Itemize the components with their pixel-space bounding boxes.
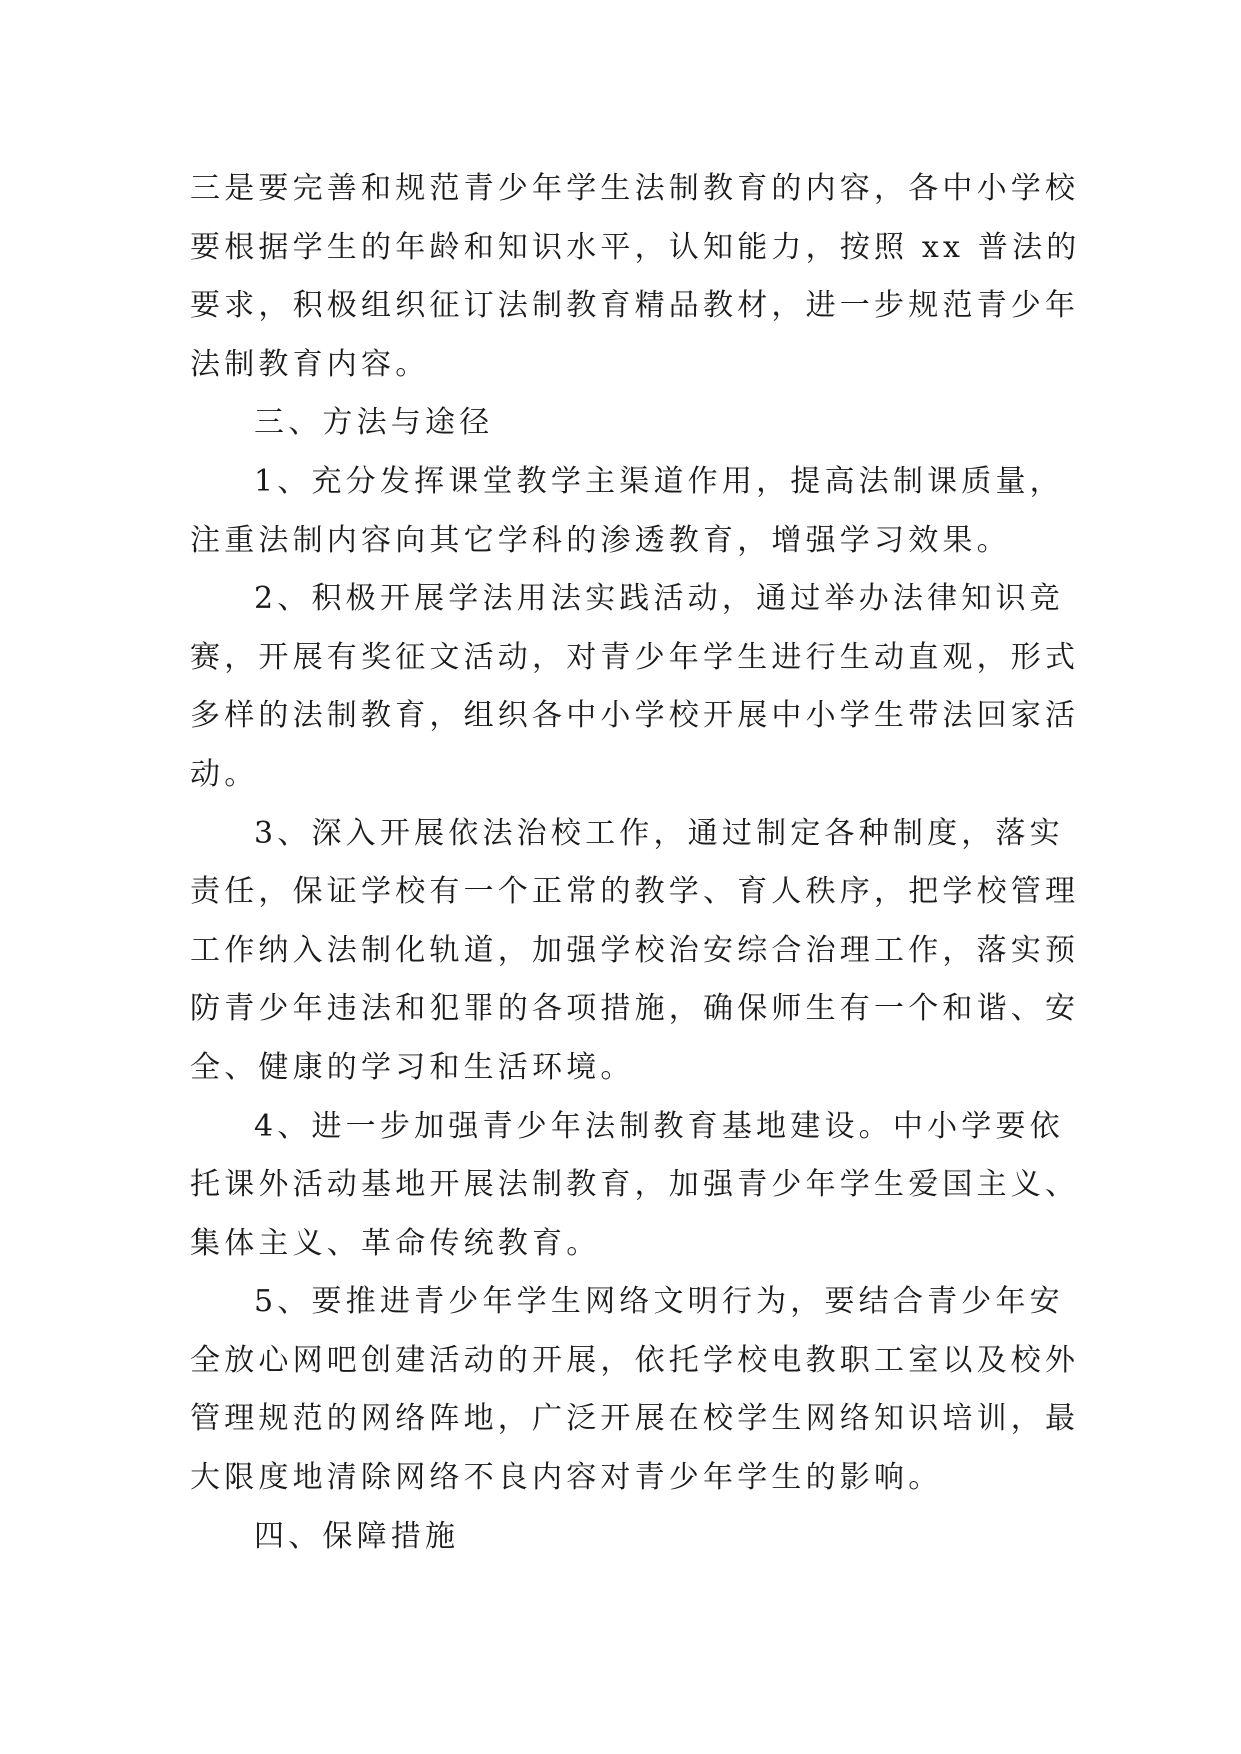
paragraph-method-1 bbox=[190, 453, 1070, 570]
text-line: 责任，保证学校有一个正常的教学、育人秩序，把学校管理 bbox=[190, 874, 1080, 910]
text-line: 集体主义、革命传统教育。 bbox=[190, 1225, 601, 1261]
text-line: 全、健康的学习和生活环境。 bbox=[190, 1049, 635, 1085]
text-line: 赛，开展有奖征文活动，对青少年学生进行生动直观，形式 bbox=[190, 639, 1080, 675]
paragraph-content-3 bbox=[190, 160, 1081, 394]
text-line: 多样的法制教育，组织各中小学校开展中小学生带法回家活 bbox=[190, 698, 1080, 734]
text-line: 三是要完善和规范青少年学生法制教育的内容，各中小学校 bbox=[190, 171, 1080, 206]
paragraph-method-3 bbox=[190, 805, 1080, 1098]
paragraph-method-2 bbox=[190, 570, 1080, 804]
text-line: 2、积极开展学法用法实践活动，通过举办法律知识竞 bbox=[254, 581, 1064, 617]
heading-text: 三、方法与途径 bbox=[254, 405, 494, 441]
text-line: 3、深入开展依法治校工作，通过制定各种制度，落实 bbox=[254, 815, 1064, 851]
text-line: 工作纳入法制化轨道，加强学校治安综合治理工作，落实预 bbox=[190, 932, 1080, 968]
text-line: 要根据学生的年龄和知识水平，认知能力，按照 xx 普法的 bbox=[190, 229, 1081, 265]
text-line: 4、进一步加强青少年法制教育基地建设。中小学要依 bbox=[254, 1108, 1064, 1144]
text-line: 托课外活动基地开展法制教育，加强青少年学生爱国主义、 bbox=[190, 1167, 1080, 1203]
heading-text: 四、保障措施 bbox=[254, 1518, 460, 1554]
document-body bbox=[190, 160, 1081, 1566]
section-heading-methods bbox=[190, 394, 1070, 453]
text-line: 动。 bbox=[190, 756, 259, 792]
text-line: 5、要推进青少年学生网络文明行为，要结合青少年安 bbox=[254, 1284, 1064, 1320]
text-line: 防青少年违法和犯罪的各项措施，确保师生有一个和谐、安 bbox=[190, 991, 1080, 1027]
text-line: 全放心网吧创建活动的开展，依托学校电教职工室以及校外 bbox=[190, 1342, 1080, 1378]
text-line: 大限度地清除网络不良内容对青少年学生的影响。 bbox=[190, 1460, 943, 1496]
text-line: 法制教育内容。 bbox=[190, 346, 430, 382]
text-line: 管理规范的网络阵地，广泛开展在校学生网络知识培训，最 bbox=[190, 1401, 1080, 1437]
section-heading-safeguards bbox=[190, 1508, 1070, 1567]
text-line: 注重法制内容向其它学科的渗透教育，增强学习效果。 bbox=[190, 522, 1011, 558]
paragraph-method-4 bbox=[190, 1098, 1080, 1274]
text-line: 要求，积极组织征订法制教育精品教材，进一步规范青少年 bbox=[190, 288, 1080, 324]
paragraph-method-5 bbox=[190, 1273, 1080, 1507]
text-line: 1、充分发挥课堂教学主渠道作用，提高法制课质量， bbox=[254, 463, 1064, 499]
